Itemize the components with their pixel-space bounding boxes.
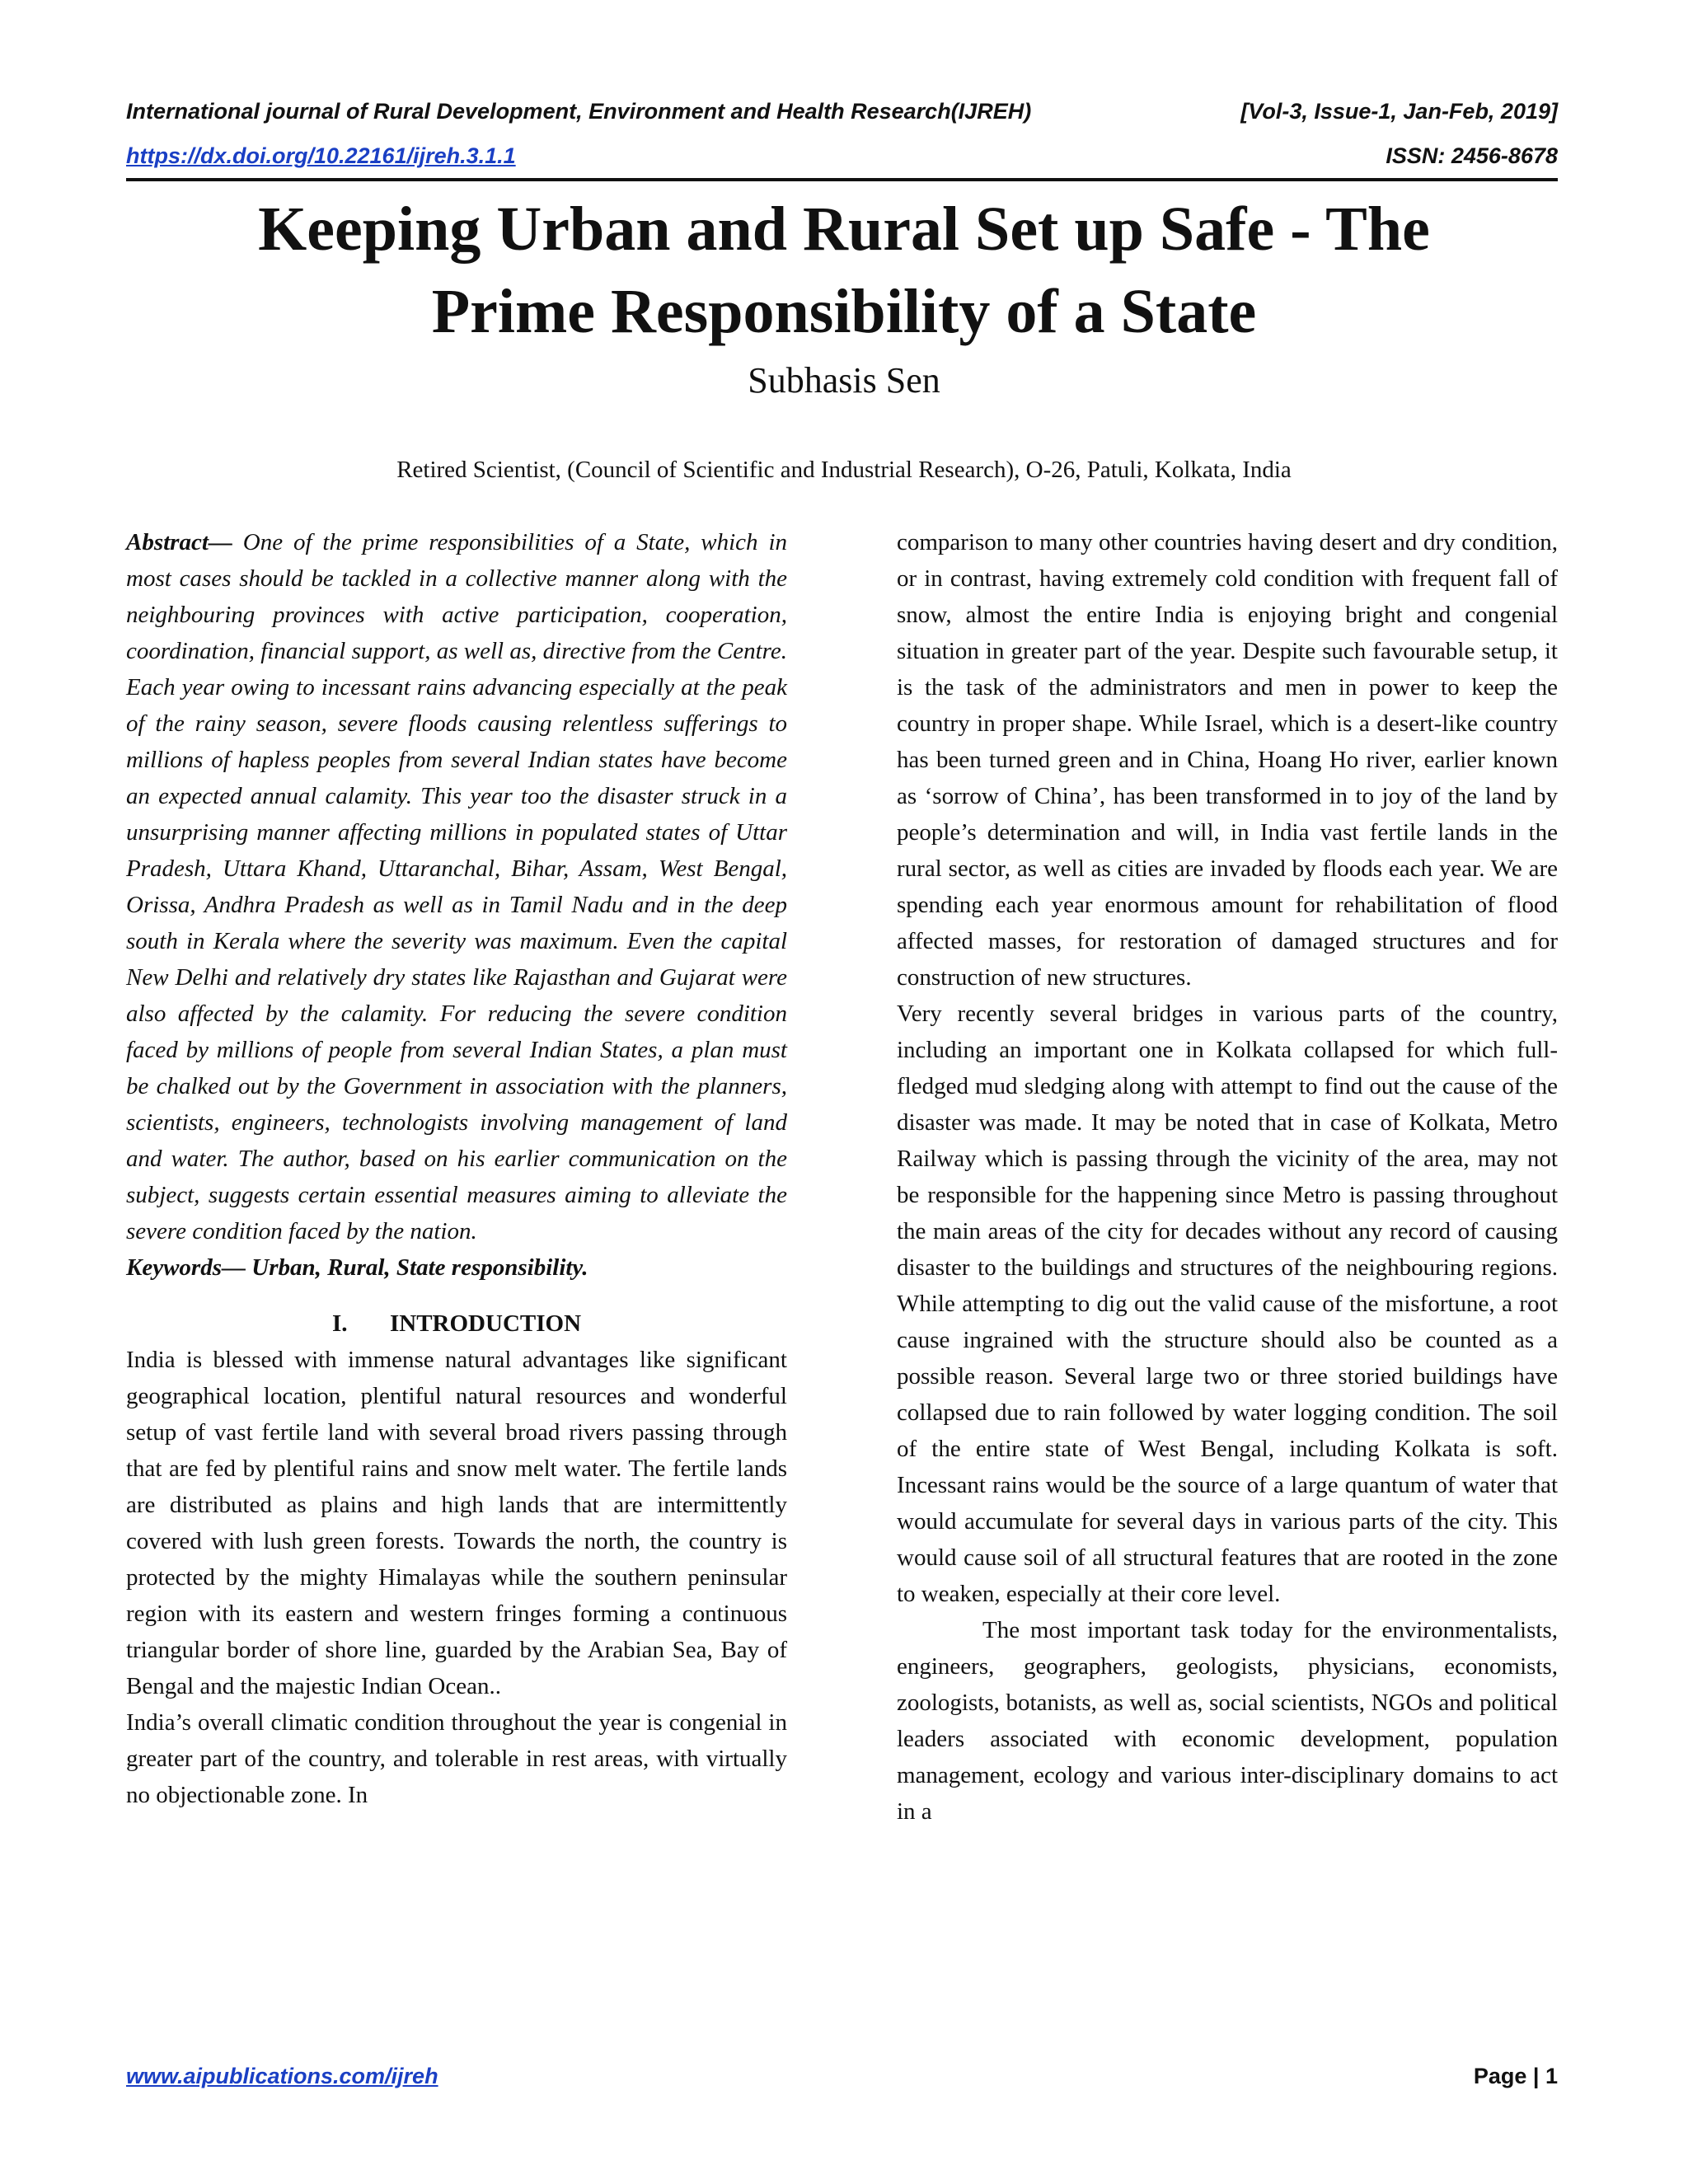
page-number: Page | 1 — [1473, 2064, 1558, 2088]
author-name: Subhasis Sen — [748, 360, 940, 401]
paper-title — [99, 188, 1589, 353]
running-header — [126, 99, 1558, 124]
section-heading — [126, 1305, 787, 1342]
issn: ISSN: 2456-8678 — [1386, 143, 1558, 168]
doi-line — [126, 143, 1558, 169]
intro-paragraph-2: India’s overall climatic condition throughout the year is congenial in greater part of the country, and tolerable in rest areas, with virtually no objectionable zone. In — [126, 1709, 787, 1808]
body-paragraph-3: The most important task today for the environmentalists, engineers, geographers, geologists, physicians, economists, zoologists, botanists, as well as, social scientists, NGOs and political leaders associated with economic development, population management, ecology and various inter-disciplinary domains to act in a — [897, 1617, 1558, 1825]
doi-link[interactable]: https://dx.doi.org/10.22161/ijreh.3.1.1 — [126, 143, 516, 168]
title-line-1: Keeping Urban and Rural Set up Safe - The — [258, 194, 1430, 264]
abstract-label: Abstract— — [126, 529, 232, 555]
author-affiliation: Retired Scientist, (Council of Scientific and Industrial Research), O-26, Patuli, Kolkata, India — [396, 457, 1292, 483]
body-paragraph-1: comparison to many other countries having desert and dry condition, or in contrast, having extremely cold condition with frequent fall of snow, almost the entire India is enjoying bright and congenial situation in greater part of the year. Despite such favourable setup, it is the task of the administrators and men in power to keep the country in proper shape. While Israel, which is a desert-like country has been turned green and in China, Hoang Ho river, earlier known as ‘sorrow of China’, has been transformed in to joy of the land by people’s determination and will, in India vast fertile lands in the rural sector, as well as cities are invaded by floods each year. We are spending each year enormous amount for rehabilitation of flood affected masses, for restoration of damaged structures and for construction of new structures. — [897, 529, 1558, 991]
keywords: Keywords— Urban, Rural, State responsibility. — [126, 1254, 588, 1281]
page-footer — [126, 2064, 1558, 2089]
journal-name: International journal of Rural Development, Environment and Health Research(IJREH) — [126, 99, 1032, 124]
intro-paragraph-1: India is blessed with immense natural advantages like significant geographical location, plentiful natural resources and wonderful setup of vast fertile land with several broad rivers passing through that are fed by plentiful rains and snow melt water. The fertile lands are distributed as plains and high lands that are intermittently covered with lush green forests. Towards the north, the country is protected by the mighty Himalayas while the southern peninsular region with its eastern and western fringes forming a continuous triangular border of shore line, guarded by the Arabian Sea, Bay of Bengal and the majestic Indian Ocean.. — [126, 1347, 787, 1699]
section-number: I. — [331, 1310, 348, 1337]
section-title: INTRODUCTION — [389, 1310, 582, 1337]
right-column — [897, 524, 1558, 1830]
abstract — [126, 524, 787, 1249]
abstract-text: One of the prime responsibilities of a State, which in most cases should be tackled in a collective manner along with the neighbouring provinces with active participation, cooperation, coordination, financial support, as well as, directive from the Centre. Each year owing to incessant rains advancing especially at the peak of the rainy season, severe floods causing relentless sufferings to millions of hapless peoples from several Indian states have become an expected annual calamity. This year too the disaster struck in a unsurprising manner affecting millions in populated states of Uttar Pradesh, Uttara Khand, Uttaranchal, Bihar, Assam, West Bengal, Orissa, Andhra Pradesh as well as in Tamil Nadu and in the deep south in Kerala where the severity was maximum. Even the capital New Delhi and relatively dry states like Rajasthan and Gujarat were also affected by the calamity. For reducing the severe condition faced by millions of people from several Indian States, a plan must be chalked out by the Government in association with the planners, scientists, engineers, technologists involving management of land and water. The author, based on his earlier communication on the subject, suggests certain essential measures aiming to alleviate the severe condition faced by the nation. — [126, 529, 787, 1244]
title-line-2: Prime Responsibility of a State — [431, 277, 1257, 346]
volume-info: [Vol-3, Issue-1, Jan-Feb, 2019] — [1240, 99, 1558, 124]
header-rule — [126, 178, 1558, 181]
body-paragraph-2: Very recently several bridges in various parts of the country, including an important one in Kolkata collapsed for which full-fledged mud sledging along with attempt to find out the cause of the disaster was made. It may be noted that in case of Kolkata, Metro Railway which is passing through the vicinity of the area, may not be responsible for the happening since Metro is passing throughout the main areas of the city for decades without any record of causing disaster to the buildings and structures of the neighbouring regions. While attempting to dig out the valid cause of the misfortune, a root cause ingrained with the structure should also be counted as a possible reason. Several large two or three storied buildings have collapsed due to rain followed by water logging condition. The soil of the entire state of West Bengal, including Kolkata is soft. Incessant rains would be the source of a large quantum of water that would accumulate for several days in various parts of the city. This would cause soil of all structural features that are rooted in the zone to weaken, especially at their core level. — [897, 1001, 1558, 1607]
left-column — [126, 524, 787, 1813]
website-link[interactable]: www.aipublications.com/ijreh — [126, 2064, 438, 2088]
